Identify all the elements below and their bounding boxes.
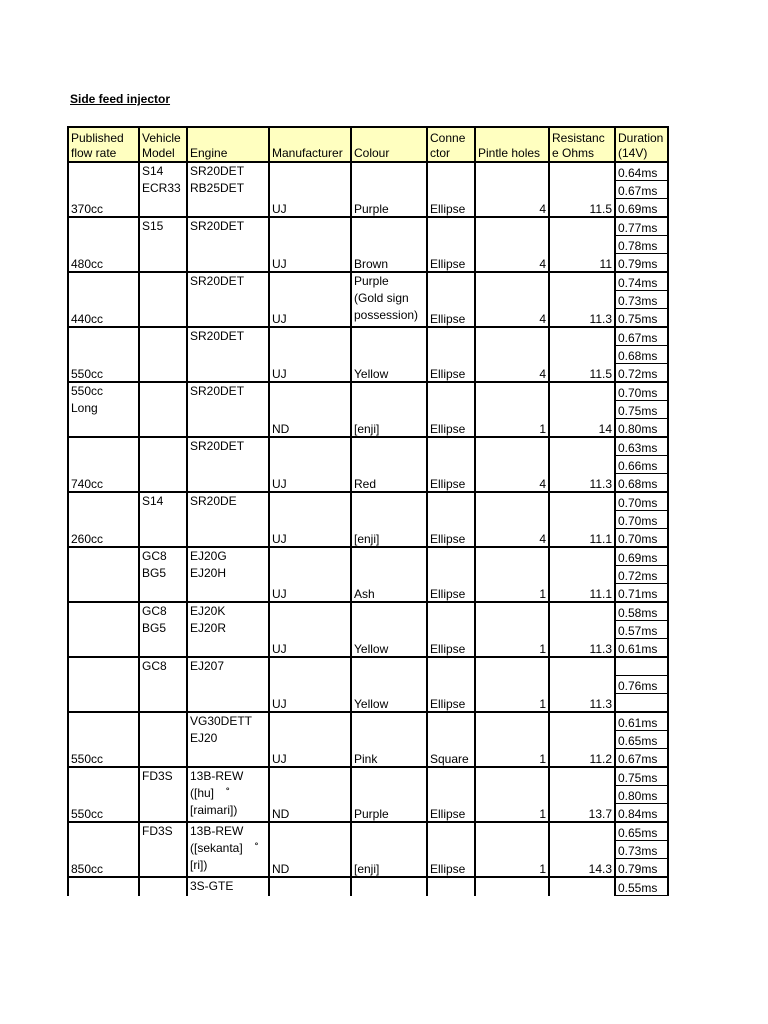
connector-cell: Ellipse (427, 382, 475, 437)
duration-cell: 0.72ms (615, 364, 668, 383)
model-cell (139, 272, 187, 327)
manufacturer-cell: UJ (269, 492, 351, 547)
manufacturer-cell: UJ (269, 162, 351, 217)
model-cell (139, 382, 187, 437)
pintle-cell: 1 (475, 822, 549, 877)
engine-cell (187, 162, 269, 217)
engine-cell-line: [raimari]) (190, 803, 238, 817)
engine-cell-line: SR20DET (190, 384, 245, 398)
table-row (68, 712, 668, 731)
model-cell-line: GC8 (142, 549, 167, 563)
pintle-cell: 1 (475, 712, 549, 767)
model-cell-line: S14 (142, 494, 164, 508)
model-cell (139, 547, 187, 602)
duration-cell: 0.67ms (615, 327, 668, 346)
header-cell: Duration (14V) (615, 127, 668, 162)
connector-cell: Ellipse (427, 437, 475, 492)
table-row (68, 657, 668, 676)
table-row (68, 822, 668, 841)
colour-cell: Ash (351, 547, 427, 602)
model-cell-line: FD3S (142, 824, 173, 838)
duration-cell: 0.84ms (615, 804, 668, 823)
engine-cell (187, 272, 269, 327)
duration-cell: 0.70ms (615, 382, 668, 401)
engine-cell-line: SR20DE (190, 494, 237, 508)
flow-cell: 370cc (68, 162, 139, 217)
duration-cell: 0.65ms (615, 731, 668, 749)
table-row (68, 492, 668, 511)
engine-cell-line: EJ20R (190, 621, 227, 635)
duration-cell (615, 694, 668, 713)
pintle-cell: 1 (475, 767, 549, 822)
engine-cell-line: EJ20K (190, 604, 226, 618)
model-cell (139, 657, 187, 712)
engine-cell-line: 13B-REW (190, 769, 244, 783)
engine-cell (187, 217, 269, 272)
model-cell-line: BG5 (142, 621, 167, 635)
ohms-cell: 11.1 (549, 492, 615, 547)
ohms-cell: 11.3 (549, 437, 615, 492)
model-cell (139, 492, 187, 547)
engine-cell-line: EJ20 (190, 731, 218, 745)
ohms-cell: 14 (549, 382, 615, 437)
engine-cell-line: SR20DET (190, 219, 245, 233)
engine-cell-line: SR20DET (190, 274, 245, 288)
flow-cell: 260cc (68, 492, 139, 547)
header-cell: Manufacturer (269, 127, 351, 162)
ohms-cell: 14.3 (549, 822, 615, 877)
flow-cell: 440cc (68, 272, 139, 327)
engine-cell-line: SR20DET (190, 329, 245, 343)
duration-cell: 0.80ms (615, 786, 668, 804)
colour-cell: Red (351, 437, 427, 492)
duration-cell: 0.57ms (615, 621, 668, 639)
table-row (68, 767, 668, 786)
engine-cell (187, 877, 269, 896)
flow-cell: 550cc (68, 767, 139, 822)
engine-cell (187, 547, 269, 602)
duration-cell: 0.63ms (615, 437, 668, 456)
duration-cell: 0.72ms (615, 566, 668, 584)
engine-cell-line: EJ20G (190, 549, 227, 563)
engine-cell-line: VG30DETT (190, 714, 253, 728)
duration-cell: 0.69ms (615, 547, 668, 566)
duration-cell: 0.76ms (615, 676, 668, 694)
ohms-cell: 13.7 (549, 767, 615, 822)
duration-cell: 0.61ms (615, 639, 668, 658)
model-cell (139, 602, 187, 657)
duration-cell: 0.79ms (615, 859, 668, 878)
model-cell-line: GC8 (142, 659, 167, 673)
colour-cell: [enji] (351, 492, 427, 547)
model-cell-line: GC8 (142, 604, 167, 618)
model-cell-line: S15 (142, 219, 164, 233)
pintle-cell: 4 (475, 492, 549, 547)
manufacturer-cell: UJ (269, 272, 351, 327)
engine-cell (187, 767, 269, 822)
engine-cell-line: RB25DET (190, 181, 245, 195)
model-cell (139, 217, 187, 272)
duration-cell: 0.70ms (615, 529, 668, 548)
manufacturer-cell: UJ (269, 217, 351, 272)
pintle-cell: 1 (475, 657, 549, 712)
manufacturer-cell: UJ (269, 327, 351, 382)
model-cell (139, 437, 187, 492)
connector-cell: Ellipse (427, 767, 475, 822)
engine-cell-line: 13B-REW (190, 824, 244, 838)
ohms-cell: 11.3 (549, 272, 615, 327)
model-cell (139, 877, 187, 896)
flow-cell: 850cc (68, 822, 139, 877)
engine-cell-line: SR20DET (190, 439, 245, 453)
ohms-cell: 11.5 (549, 162, 615, 217)
header-cell: Vehicle Model (139, 127, 187, 162)
connector-cell: Ellipse (427, 602, 475, 657)
duration-cell: 0.67ms (615, 749, 668, 768)
connector-cell (427, 877, 475, 896)
manufacturer-cell: UJ (269, 602, 351, 657)
connector-cell: Ellipse (427, 657, 475, 712)
table-row (68, 327, 668, 346)
model-cell (139, 712, 187, 767)
connector-cell: Ellipse (427, 547, 475, 602)
table-row (68, 877, 668, 896)
engine-cell-line: ([sekanta] ˚ (190, 841, 259, 855)
duration-cell: 0.75ms (615, 309, 668, 328)
colour-cell: Yellow (351, 327, 427, 382)
engine-cell (187, 602, 269, 657)
pintle-cell (475, 877, 549, 896)
model-cell (139, 162, 187, 217)
table-row (68, 547, 668, 566)
colour-cell: Brown (351, 217, 427, 272)
duration-cell: 0.68ms (615, 346, 668, 364)
engine-cell (187, 657, 269, 712)
flow-cell: 550cc (68, 712, 139, 767)
colour-cell: Yellow (351, 657, 427, 712)
duration-cell: 0.70ms (615, 511, 668, 529)
table-row (68, 272, 668, 291)
engine-cell (187, 382, 269, 437)
duration-cell (615, 657, 668, 676)
page-title: Side feed injector (70, 92, 171, 106)
colour-cell: Pink (351, 712, 427, 767)
engine-cell-line: [ri]) (190, 858, 208, 872)
colour-cell-line: Purple (354, 274, 389, 288)
colour-cell-line: (Gold sign (354, 291, 409, 305)
colour-cell (351, 877, 427, 896)
duration-cell: 0.71ms (615, 584, 668, 603)
duration-cell: 0.64ms (615, 162, 668, 181)
colour-cell: [enji] (351, 382, 427, 437)
connector-cell: Ellipse (427, 217, 475, 272)
duration-cell: 0.69ms (615, 199, 668, 218)
colour-cell: Yellow (351, 602, 427, 657)
pintle-cell: 4 (475, 272, 549, 327)
model-cell-line: ECR33 (142, 181, 181, 195)
colour-cell: Purple (351, 162, 427, 217)
flow-cell: 550cc (68, 327, 139, 382)
flow-cell: 480cc (68, 217, 139, 272)
ohms-cell: 11.3 (549, 602, 615, 657)
pintle-cell: 4 (475, 162, 549, 217)
connector-cell: Ellipse (427, 162, 475, 217)
engine-cell (187, 822, 269, 877)
duration-cell: 0.55ms (615, 877, 668, 896)
flow-cell (68, 877, 139, 896)
manufacturer-cell: ND (269, 382, 351, 437)
duration-cell: 0.77ms (615, 217, 668, 236)
ohms-cell: 11.3 (549, 657, 615, 712)
header-cell: Colour (351, 127, 427, 162)
flow-cell (68, 547, 139, 602)
connector-cell: Ellipse (427, 822, 475, 877)
model-cell-line: S14 (142, 164, 164, 178)
header-cell: Pintle holes (475, 127, 549, 162)
flow-cell (68, 657, 139, 712)
flow-cell-line: 550cc Long (71, 384, 104, 415)
model-cell (139, 767, 187, 822)
connector-cell: Ellipse (427, 272, 475, 327)
connector-cell: Square (427, 712, 475, 767)
duration-cell: 0.74ms (615, 272, 668, 291)
engine-cell (187, 437, 269, 492)
colour-cell: [enji] (351, 822, 427, 877)
table-row (68, 602, 668, 621)
duration-cell: 0.70ms (615, 492, 668, 511)
duration-cell: 0.65ms (615, 822, 668, 841)
table-row (68, 382, 668, 401)
table-row (68, 437, 668, 456)
model-cell-line: BG5 (142, 566, 167, 580)
duration-cell: 0.66ms (615, 456, 668, 474)
duration-cell: 0.75ms (615, 401, 668, 419)
manufacturer-cell: UJ (269, 437, 351, 492)
engine-cell-line: EJ207 (190, 659, 225, 673)
header-cell: Conne ctor (427, 127, 475, 162)
header-cell: Published flow rate (68, 127, 139, 162)
colour-cell (351, 272, 427, 327)
injector-table (67, 126, 669, 896)
engine-cell-line: EJ20H (190, 566, 227, 580)
model-cell (139, 822, 187, 877)
duration-cell: 0.75ms (615, 767, 668, 786)
ohms-cell: 11 (549, 217, 615, 272)
ohms-cell (549, 877, 615, 896)
manufacturer-cell (269, 877, 351, 896)
model-cell (139, 327, 187, 382)
duration-cell: 0.73ms (615, 841, 668, 859)
flow-cell: 740cc (68, 437, 139, 492)
pintle-cell: 4 (475, 217, 549, 272)
duration-cell: 0.61ms (615, 712, 668, 731)
pintle-cell: 1 (475, 382, 549, 437)
connector-cell: Ellipse (427, 327, 475, 382)
pintle-cell: 1 (475, 547, 549, 602)
flow-cell (68, 382, 139, 437)
header-cell: Resistanc e Ohms (549, 127, 615, 162)
duration-cell: 0.67ms (615, 181, 668, 199)
duration-cell: 0.73ms (615, 291, 668, 309)
table-row (68, 162, 668, 181)
model-cell-line: FD3S (142, 769, 173, 783)
pintle-cell: 4 (475, 327, 549, 382)
duration-cell: 0.78ms (615, 236, 668, 254)
ohms-cell: 11.5 (549, 327, 615, 382)
duration-cell: 0.79ms (615, 254, 668, 273)
colour-cell: Purple (351, 767, 427, 822)
manufacturer-cell: ND (269, 767, 351, 822)
header-row (68, 127, 668, 162)
engine-cell (187, 327, 269, 382)
colour-cell-line: possession) (354, 308, 419, 322)
manufacturer-cell: ND (269, 822, 351, 877)
header-cell: Engine (187, 127, 269, 162)
duration-cell: 0.80ms (615, 419, 668, 438)
ohms-cell: 11.1 (549, 547, 615, 602)
engine-cell (187, 492, 269, 547)
duration-cell: 0.58ms (615, 602, 668, 621)
engine-cell-line: SR20DET (190, 164, 245, 178)
connector-cell: Ellipse (427, 492, 475, 547)
engine-cell-line: 3S-GTE (190, 879, 234, 893)
duration-cell: 0.68ms (615, 474, 668, 493)
pintle-cell: 4 (475, 437, 549, 492)
pintle-cell: 1 (475, 602, 549, 657)
flow-cell (68, 602, 139, 657)
manufacturer-cell: UJ (269, 657, 351, 712)
engine-cell (187, 712, 269, 767)
engine-cell-line: ([hu] ˚ (190, 786, 231, 800)
ohms-cell: 11.2 (549, 712, 615, 767)
manufacturer-cell: UJ (269, 547, 351, 602)
table-row (68, 217, 668, 236)
manufacturer-cell: UJ (269, 712, 351, 767)
